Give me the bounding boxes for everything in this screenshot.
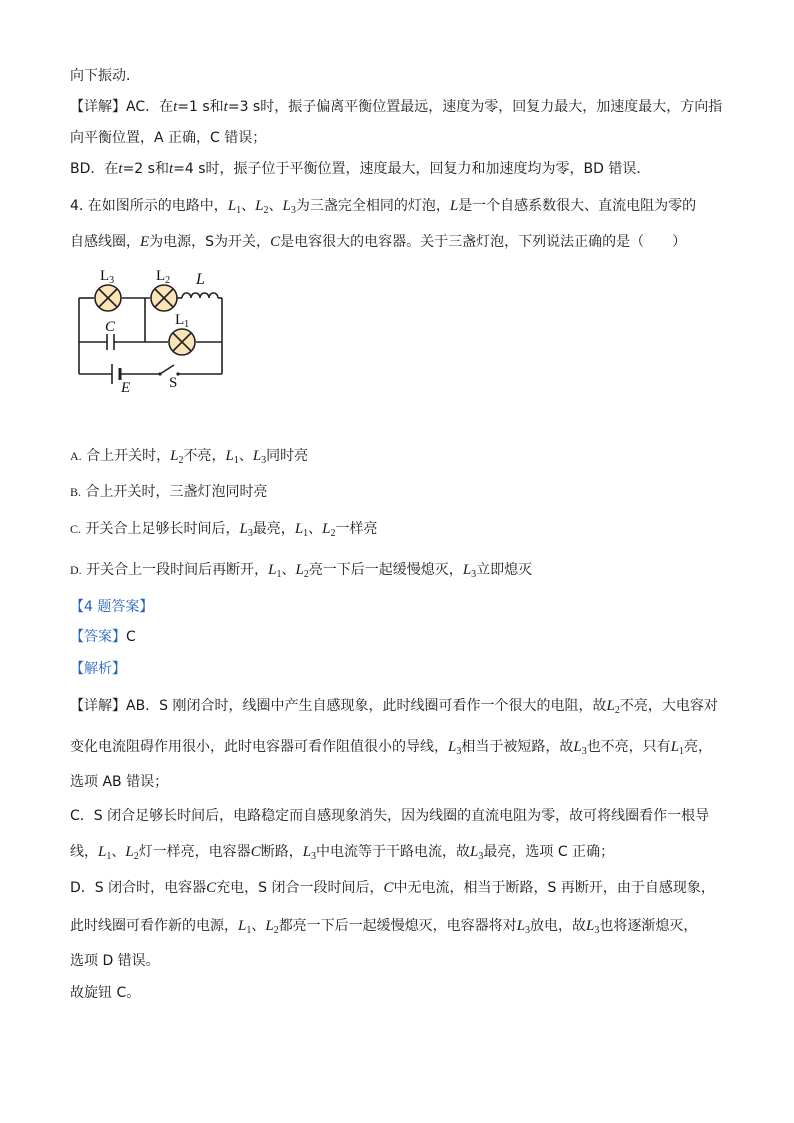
var-t: t: [223, 99, 228, 115]
var-L: L: [294, 521, 304, 537]
inductor-coil: [182, 293, 218, 298]
var-L: L: [586, 918, 595, 934]
sub: 2: [263, 205, 269, 216]
prev-line-4: [70, 159, 650, 179]
detail-line-5: [70, 842, 614, 867]
var-L: L: [302, 844, 312, 860]
text: 充电，S 闭合一段时间后，: [216, 880, 384, 896]
text: 为三盏完全相同的灯泡，: [295, 198, 450, 214]
var-L: L: [252, 448, 262, 464]
option-key: D.: [70, 563, 82, 577]
svg-text:L1: [175, 312, 189, 330]
text: 选项 D 错误。: [70, 953, 160, 969]
svg-text:L3: [100, 268, 114, 286]
text: 变化电流阻碍作用很小，此时电容器可看作阻值很小的导线，: [70, 739, 448, 755]
text: 是一个自感系数很大、直流电阻为零的: [458, 198, 697, 214]
detail-line-8: [70, 951, 160, 971]
sub: 3: [290, 205, 296, 216]
label-L2-sub: 2: [165, 275, 171, 286]
sub: 2: [133, 851, 139, 862]
var-L: L: [227, 198, 237, 214]
var-t: t: [168, 161, 174, 177]
text: 不亮，: [183, 448, 226, 464]
var-L: L: [449, 198, 459, 214]
text: 线，: [70, 844, 98, 860]
label-S: S: [169, 375, 178, 391]
text: 同时亮: [266, 448, 309, 464]
text: 断路，: [260, 844, 303, 860]
text: 【解析】: [70, 661, 126, 677]
text: 开关合上足够长时间后，: [81, 521, 240, 537]
prev-line-1: [70, 66, 140, 86]
text: 一样亮: [335, 521, 378, 537]
text: 都亮一下后一起缓慢熄灭，电容器将对: [278, 918, 517, 934]
var-L: L: [322, 521, 331, 537]
sub: 1: [679, 746, 685, 757]
sep: 、: [238, 448, 253, 464]
detail-line-3: [70, 772, 168, 792]
option-key: C.: [70, 522, 82, 536]
var-C: C: [250, 844, 261, 860]
lamp-L2: [151, 285, 177, 311]
text: C．S 闭合足够长时间后，电路稳定而自感现象消失，因为线圈的直流电阻为零，故可将线圈看作一根导: [70, 808, 710, 824]
sub: 3: [471, 569, 477, 580]
sub: 3: [525, 925, 531, 936]
var-t: t: [173, 99, 178, 115]
text: 【详解】AB．S 刚闭合时，线圈中产生自感现象，此时线圈可看作一个很大的电阻，故: [70, 698, 607, 714]
text: 故旋钮 C。: [70, 985, 141, 1001]
sub: 2: [178, 455, 184, 466]
sep: 、: [268, 198, 283, 214]
text: 合上开关时，三盏灯泡同时亮: [81, 484, 268, 500]
text: 选项 AB 错误；: [70, 774, 169, 790]
detail-line-2: [70, 737, 712, 762]
var-L: L: [238, 918, 247, 934]
detail-line-1: [70, 696, 718, 721]
sub: 2: [330, 528, 336, 539]
sub: 1: [236, 205, 242, 216]
prev-line-3: [70, 128, 266, 148]
text: 4. 在如图所示的电路中，: [70, 198, 228, 214]
sub: 3: [594, 925, 600, 936]
text: =3 s时，振子偏离平衡位置最远，速度为零，回复力最大，加速度最大，方向指: [227, 99, 723, 115]
option-key: A.: [70, 449, 82, 463]
text: 相当于被短路，故: [461, 739, 574, 755]
answer-tag: 【答案】: [70, 629, 126, 645]
answer-line: [70, 627, 136, 647]
text: 中电流等于干路电流，故: [316, 844, 471, 860]
option-key: B.: [70, 485, 82, 499]
var-E: E: [140, 234, 150, 250]
answer-header: [70, 597, 153, 617]
var-L: L: [265, 918, 274, 934]
sub: 2: [273, 925, 279, 936]
lamp-L3: [95, 285, 121, 311]
var-L: L: [448, 739, 457, 755]
text: =1 s和: [177, 99, 224, 115]
detail-line-6: [70, 878, 715, 898]
text: 合上开关时，: [81, 448, 171, 464]
sub: 1: [303, 528, 309, 539]
sub: 2: [303, 569, 309, 580]
detail-line-7: [70, 916, 697, 941]
var-C: C: [206, 880, 217, 896]
var-L: L: [516, 918, 526, 934]
sep: 、: [241, 198, 256, 214]
var-L: L: [255, 198, 264, 214]
label-coil-L: L: [196, 271, 205, 288]
var-L: L: [282, 198, 291, 214]
text: BD．在: [70, 161, 119, 177]
label-L3-sub: 3: [109, 275, 115, 286]
sub: 1: [233, 455, 239, 466]
var-L: L: [295, 562, 304, 578]
sub: 3: [311, 851, 317, 862]
text: 此时线圈可看作新的电源，: [70, 918, 238, 934]
text: 也不亮，只有: [586, 739, 671, 755]
text: 亮一下后一起缓慢熄灭，: [308, 562, 463, 578]
text: 向平衡位置，A 正确，C 错误；: [70, 130, 267, 146]
sub: 3: [478, 851, 484, 862]
sep: 、: [111, 844, 126, 860]
text: =4 s时，振子位于平衡位置，速度最大，回复力和加速度均为零，BD 错误．: [173, 161, 651, 177]
analysis-header: [70, 659, 126, 679]
text: 灯一样亮，电容器: [138, 844, 251, 860]
detail-line-9: [70, 983, 140, 1003]
var-L: L: [239, 521, 248, 537]
text: 最亮，: [252, 521, 295, 537]
var-L: L: [462, 562, 472, 578]
text: AC．在: [126, 99, 174, 115]
text: 自感线圈，: [70, 234, 140, 250]
sub: 3: [581, 746, 587, 757]
text: 亮，: [684, 739, 713, 755]
var-C: C: [383, 880, 394, 896]
var-C: C: [270, 234, 281, 250]
var-L: L: [470, 844, 479, 860]
detail-tag: 【详解】: [70, 99, 126, 115]
text: 也将逐渐熄灭，: [599, 918, 698, 934]
q4-stem-line-2: [70, 232, 686, 252]
var-t: t: [118, 161, 123, 177]
answer-value: C: [126, 629, 136, 645]
sub: 1: [106, 851, 112, 862]
var-L: L: [670, 739, 680, 755]
sep: 、: [251, 918, 266, 934]
option-C: [70, 519, 378, 544]
text: 放电，故: [530, 918, 587, 934]
text: 中无电流，相当于断路，S 再断开，由于自感现象，: [393, 880, 715, 896]
option-A: [70, 446, 308, 471]
text: 【4 题答案】: [70, 599, 154, 615]
var-L: L: [268, 562, 277, 578]
detail-line-4: [70, 806, 709, 826]
text: 开关合上一段时间后再断开，: [81, 562, 269, 578]
sep: 、: [281, 562, 296, 578]
label-L2: L: [156, 268, 166, 284]
label-L1: L: [175, 312, 185, 328]
var-L: L: [225, 448, 234, 464]
text: 是电容很大的电容器。关于三盏灯泡，下列说法正确的是（ ）: [280, 234, 687, 250]
text: 向下振动．: [70, 68, 140, 84]
sub: 1: [276, 569, 282, 580]
var-L: L: [573, 739, 582, 755]
text: 不亮，大电容对: [619, 698, 718, 714]
sub: 3: [261, 455, 267, 466]
var-L: L: [125, 844, 134, 860]
prev-line-2: [70, 97, 722, 117]
var-L: L: [170, 448, 179, 464]
label-C: C: [105, 319, 116, 335]
var-L: L: [606, 698, 615, 714]
text: D．S 闭合时，电容器: [70, 880, 207, 896]
lamp-L1: [169, 329, 195, 355]
option-B: [70, 482, 267, 502]
var-L: L: [98, 844, 107, 860]
sub: 1: [246, 925, 252, 936]
sub: 3: [247, 528, 253, 539]
sub: 2: [614, 705, 620, 716]
option-D: [70, 560, 532, 585]
sub: 3: [456, 746, 462, 757]
q4-stem-line-1: [70, 196, 696, 221]
svg-text:L2: [156, 268, 170, 286]
text: 为电源，S为开关，: [149, 234, 271, 250]
label-E: E: [121, 380, 131, 396]
label-L3: L: [100, 268, 110, 284]
sep: 、: [308, 521, 323, 537]
text: 最亮，选项 C 正确；: [483, 844, 615, 860]
text: =2 s和: [122, 161, 169, 177]
circuit-diagram: [70, 262, 250, 397]
text: 立即熄灭: [476, 562, 533, 578]
label-L1-sub: 1: [184, 319, 190, 330]
